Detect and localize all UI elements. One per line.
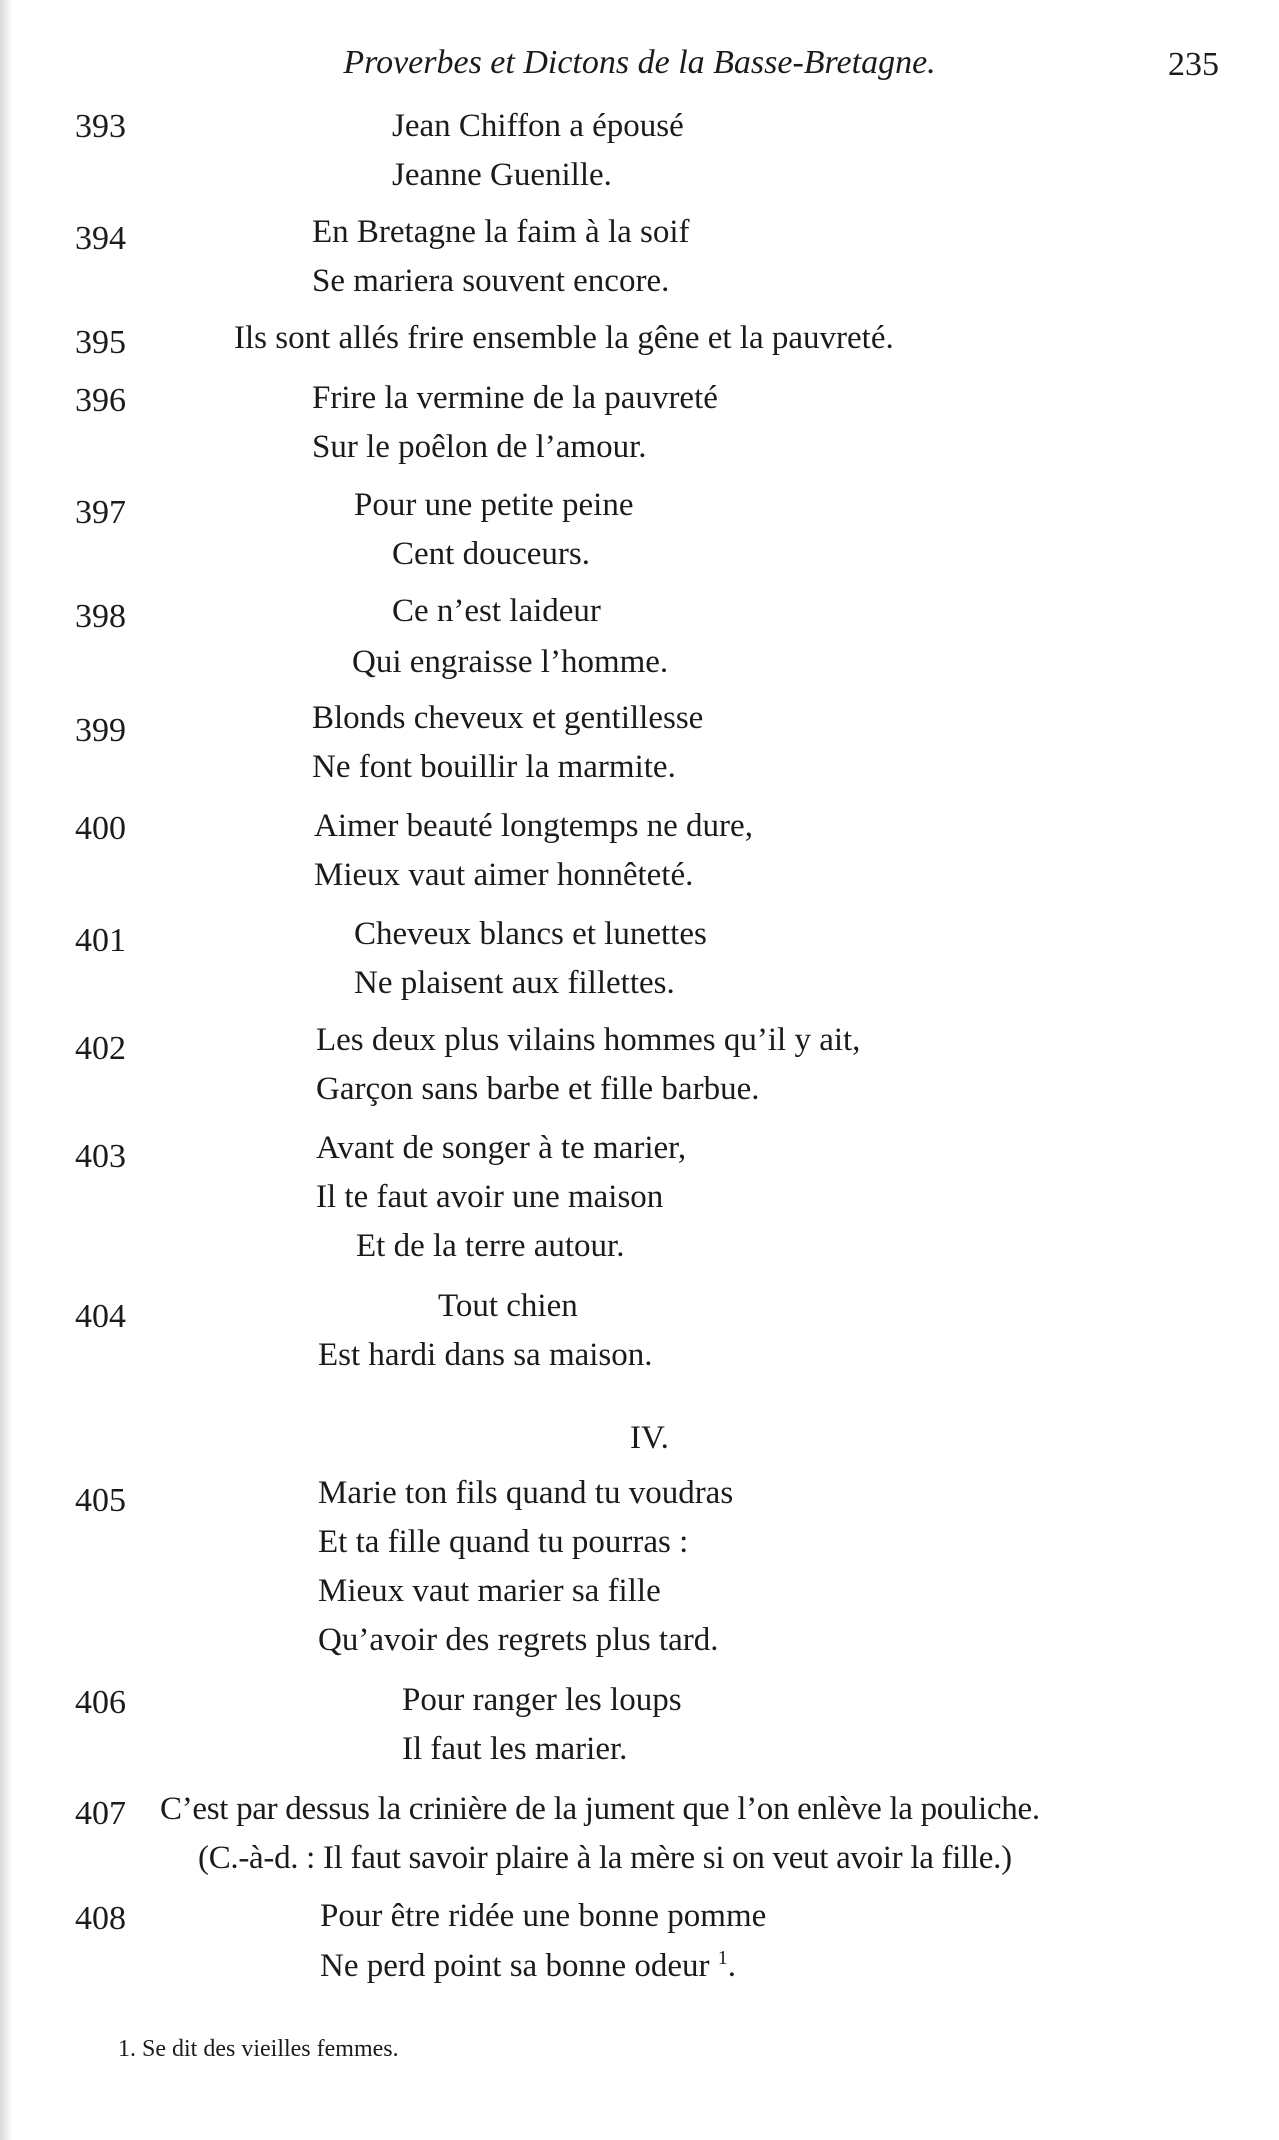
entry-number-399: 399 <box>75 712 126 749</box>
entry-400-line-2: Mieux vaut aimer honnêteté. <box>314 857 694 893</box>
entry-number-407: 407 <box>75 1795 126 1832</box>
final-period: . <box>727 1948 736 1984</box>
entry-number-401: 401 <box>75 922 126 959</box>
entry-403-line-2: Il te faut avoir une maison <box>316 1179 664 1215</box>
entry-407-line-1: C’est par dessus la crinière de la jument que l’on enlève la pouliche. <box>160 1791 1040 1827</box>
entry-406-line-1: Pour ranger les loups <box>402 1682 682 1718</box>
section-heading: IV. <box>630 1420 669 1456</box>
entry-396-line-1: Frire la vermine de la pauvreté <box>312 380 718 416</box>
entry-number-404: 404 <box>75 1298 126 1335</box>
entry-number-398: 398 <box>75 598 126 635</box>
entry-404-line-1: Tout chien <box>438 1288 578 1324</box>
entry-403-line-1: Avant de songer à te marier, <box>316 1130 687 1166</box>
entry-397-line-2: Cent douceurs. <box>392 536 590 572</box>
entry-405-line-2: Et ta fille quand tu pourras : <box>318 1524 689 1560</box>
entry-404-line-2: Est hardi dans sa maison. <box>318 1337 653 1373</box>
entry-397-line-1: Pour une petite peine <box>354 487 634 523</box>
page-number: 235 <box>1168 46 1219 83</box>
footnote-reference: 1 <box>717 1947 728 1969</box>
entry-403-line-3: Et de la terre autour. <box>356 1228 625 1264</box>
entry-405-line-3: Mieux vaut marier sa fille <box>318 1573 661 1609</box>
entry-408-line-1: Pour être ridée une bonne pomme <box>320 1898 767 1934</box>
entry-395-line-1: Ils sont allés frire ensemble la gêne et la pauvreté. <box>234 320 894 356</box>
entry-393-line-1: Jean Chiffon a épousé <box>392 108 684 144</box>
entry-399-line-2: Ne font bouillir la marmite. <box>312 749 676 785</box>
entry-402-line-1: Les deux plus vilains hommes qu’il y ait, <box>316 1022 861 1058</box>
entry-number-402: 402 <box>75 1030 126 1067</box>
entry-408-line-2 <box>320 1947 736 1985</box>
entry-396-line-2: Sur le poêlon de l’amour. <box>312 429 647 465</box>
page-edge-shadow <box>0 0 12 2140</box>
entry-405-line-4: Qu’avoir des regrets plus tard. <box>318 1622 719 1658</box>
footnote: 1. Se dit des vieilles femmes. <box>118 2036 399 2062</box>
entry-405-line-1: Marie ton fils quand tu voudras <box>318 1475 734 1511</box>
entry-number-396: 396 <box>75 382 126 419</box>
entry-393-line-2: Jeanne Guenille. <box>392 157 612 193</box>
entry-number-394: 394 <box>75 220 126 257</box>
entry-number-403: 403 <box>75 1138 126 1175</box>
entry-number-395: 395 <box>75 324 126 361</box>
entry-number-405: 405 <box>75 1482 126 1519</box>
entry-number-408: 408 <box>75 1900 126 1937</box>
running-header-title: Proverbes et Dictons de la Basse-Bretagne. <box>343 44 936 81</box>
entry-401-line-2: Ne plaisent aux fillettes. <box>354 965 675 1001</box>
entry-number-393: 393 <box>75 108 126 145</box>
entry-407-line-2: (C.-à-d. : Il faut savoir plaire à la mère si on veut avoir la fille.) <box>198 1840 1012 1876</box>
entry-number-406: 406 <box>75 1684 126 1721</box>
entry-398-line-2: Qui engraisse l’homme. <box>352 644 669 680</box>
entry-398-line-1: Ce n’est laideur <box>392 593 601 629</box>
entry-400-line-1: Aimer beauté longtemps ne dure, <box>314 808 753 844</box>
entry-394-line-2: Se mariera souvent encore. <box>312 263 670 299</box>
entry-408-line-2-text: Ne perd point sa bonne odeur <box>320 1948 710 1984</box>
entry-number-400: 400 <box>75 810 126 847</box>
entry-394-line-1: En Bretagne la faim à la soif <box>312 214 690 250</box>
entry-399-line-1: Blonds cheveux et gentillesse <box>312 700 704 736</box>
entry-406-line-2: Il faut les marier. <box>402 1731 628 1767</box>
entry-401-line-1: Cheveux blancs et lunettes <box>354 916 707 952</box>
entry-402-line-2: Garçon sans barbe et fille barbue. <box>316 1071 760 1107</box>
entry-number-397: 397 <box>75 494 126 531</box>
